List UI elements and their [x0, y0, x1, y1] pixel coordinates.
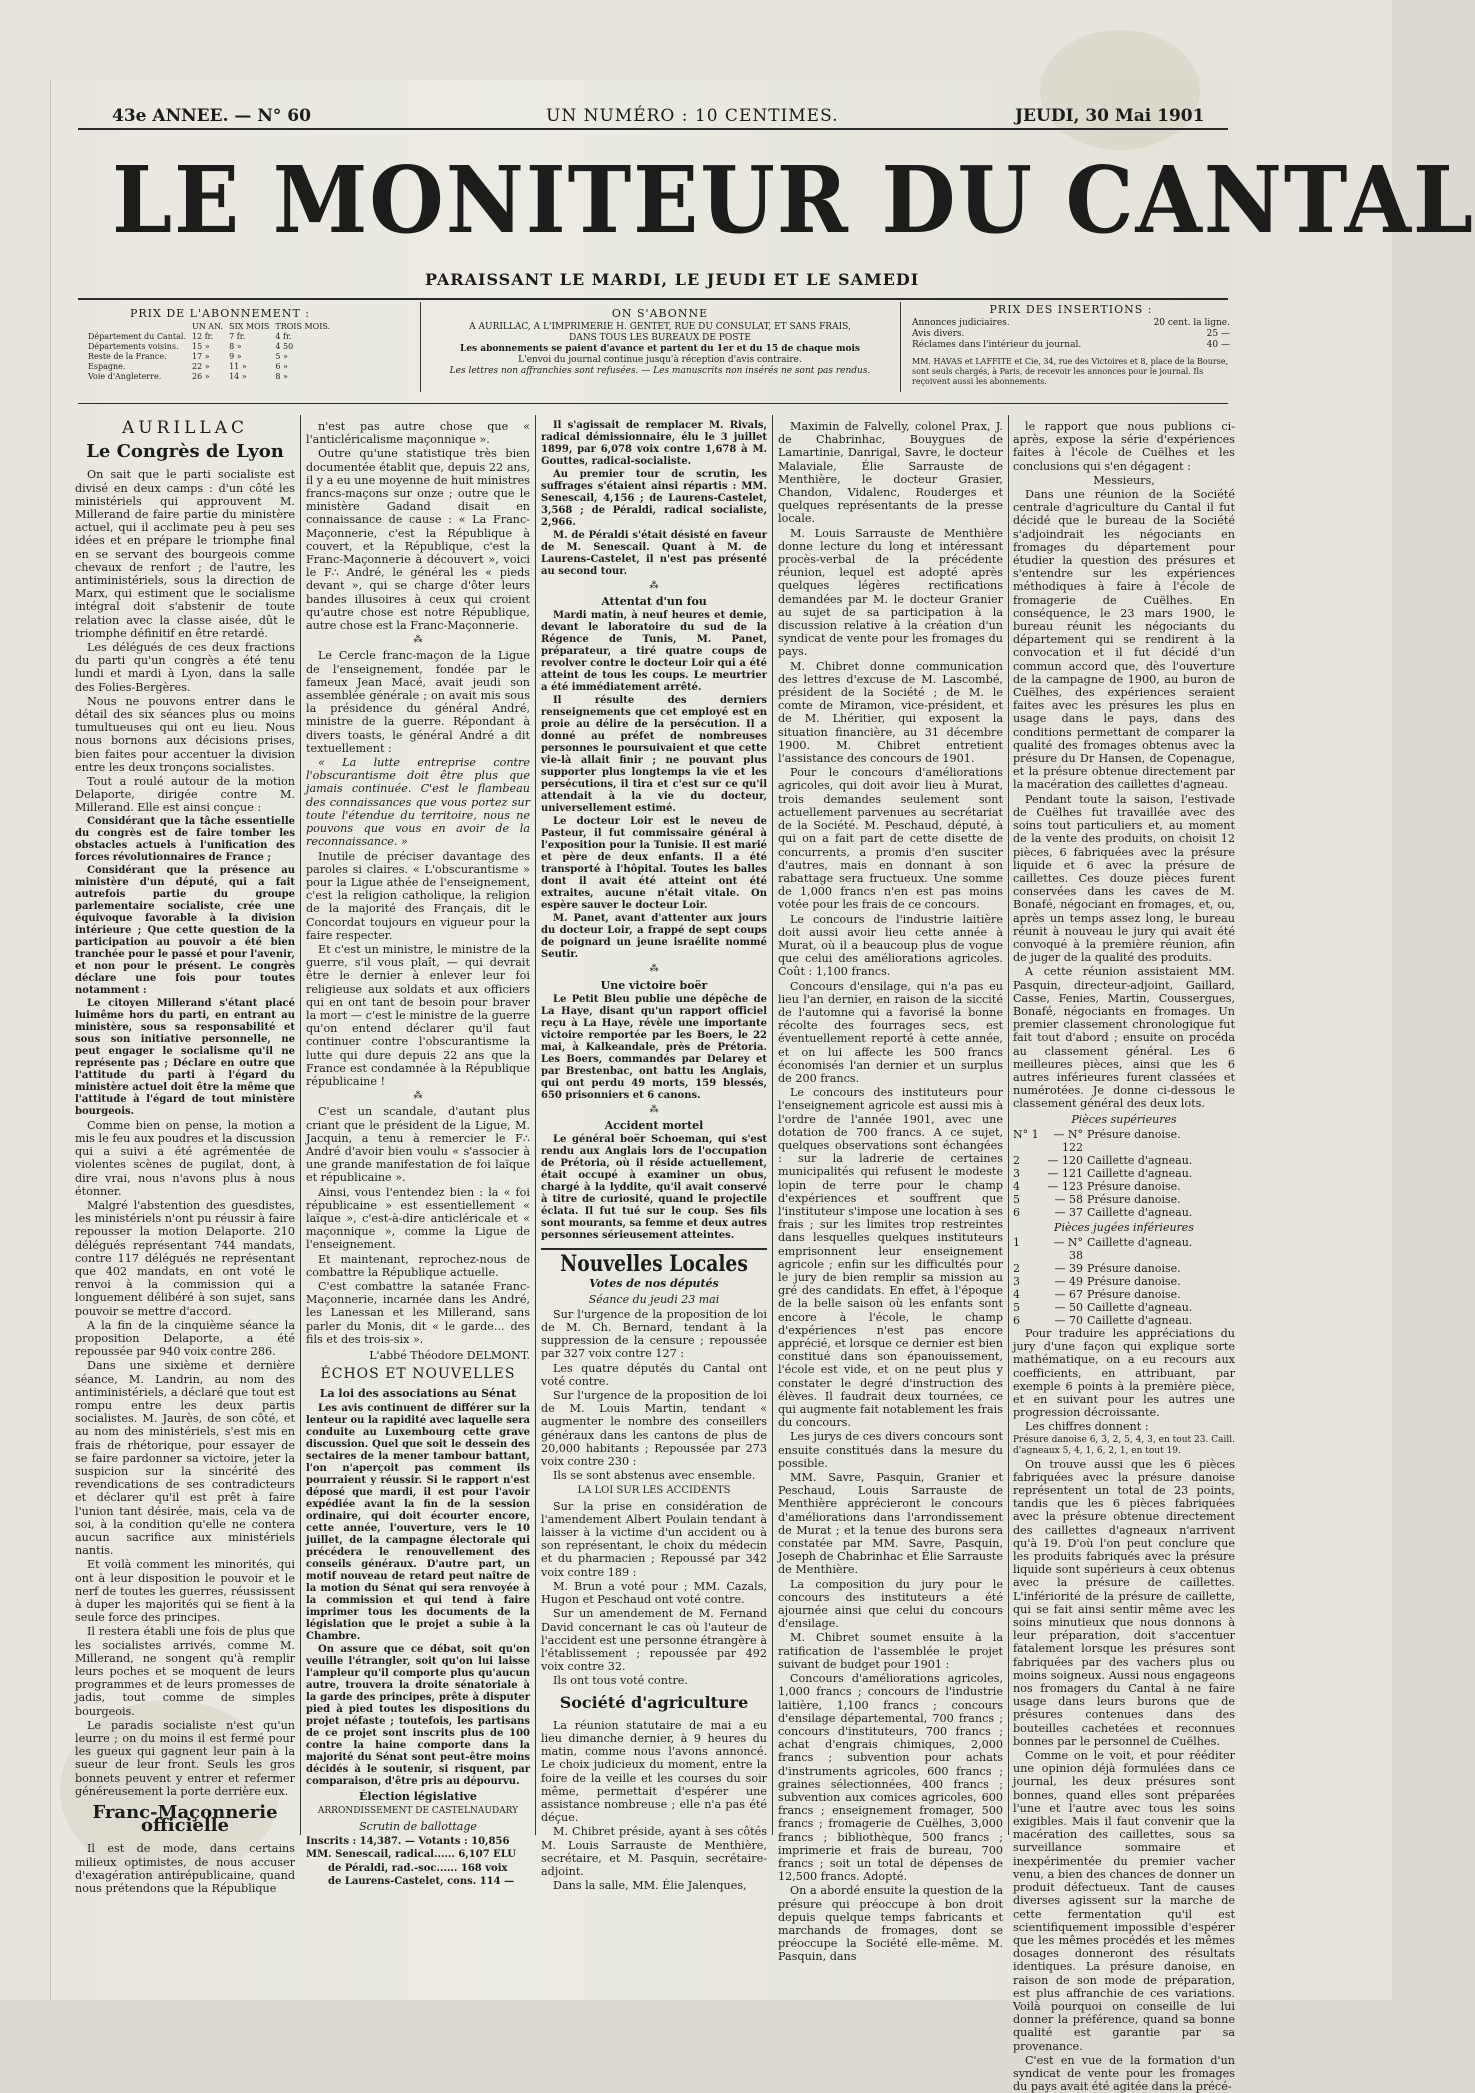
article-subhead: Une victoire boër — [600, 978, 708, 992]
section-heading: ÉCHOS ET NOUVELLES — [320, 1366, 516, 1383]
list-item: 4 — 67 Présure danoise. — [1013, 1287, 1181, 1301]
column-rule — [535, 415, 536, 1835]
table-row: Voie d'Angleterre. 26 » 14 » 8 » — [88, 372, 288, 381]
table-row: Département du Cantal. 12 fr. 7 fr. 4 fr. — [88, 332, 292, 341]
col-header: SIX MOIS — [229, 322, 270, 331]
box-divider — [420, 302, 421, 392]
header-rule — [78, 403, 1228, 404]
insertion-prices — [912, 304, 1230, 387]
list-item: 6 — 37 Caillette d'agneau. — [1013, 1205, 1193, 1219]
masthead-rule-top — [78, 128, 1228, 130]
subscription-prices — [85, 308, 355, 382]
list-item: 5 — 50 Caillette d'agneau. — [1013, 1300, 1193, 1314]
article-subhead: Accident mortel — [604, 1119, 704, 1133]
subscription-table — [85, 322, 333, 382]
table-row: Départements voisins. 15 » 8 » 4 50 — [88, 342, 294, 351]
column-2: n'est pas autre chose que « l'anticléricalisme maçonnique ». Outre qu'une statistique très bien documentée établit que, depuis 22 ans, il y a eu une moyenne de huit ministres francs-maçons sur onze ; outre que le ministère Gadand disait en connaissance de cause : « La Franc-Maçonnerie, c'est la République à couvert, et la République, c'est la Franc-Maçonnerie à découvert », voici le F∴ André, le général les « pieds devant », qui se charge d'ôter leurs bandes illusoires à ceux qui croient qu'autre chose est notre République, autre chose est la Franc-Maçonnerie. ⁂ Le Cercle franc-maçon de la Ligue de l'enseignement, fondée par le fameux Jean Macé, avait jeudi son assemblée générale ; on avait mis sous la présidence du général André, ministre de la guerre. Répondant à divers toasts, le général André a dit textuellement : « La lutte entreprise contre l'obscurantisme doit être plus que jamais continuée. C'est le flambeau des connaissances que vous portez sur toute l'étendue du territoire, nous ne pouvons que vous en avoir de la reconnaissance. » Inutile de préciser davantage des paroles si claires. « L'obscurantisme » pour la Ligue athée de l'enseignement, c'est la religion catholique, la religion de la majorité des Français, dit le Concordat toujours en vigueur pour la faire respecter. Et c'est un ministre, le ministre de la guerre, s'il vous plaît, — qui devrait être le dernier à enlever leur foi religieuse aux soldats et aux officiers qui en ont tant de besoin pour braver la mort — c'est le ministre de la guerre qu'on entend déclarer qu'il faut continuer contre l'obscurantisme la lutte qui dure depuis 22 ans que la France est condamnée à la République républicaine ! ⁂ C'est un scandale, d'autant plus criant que le président de la Ligue, M. Jacquin, a tenu à remercier le F∴ André d'avoir bien voulu « s'associer à une grande manifestation de foi laïque et républicaine ». Ainsi, vous l'entendez bien : la « foi républicaine » est essentiellement « laïque », c'est-à-dire anticléricale et « maçonnique », comme la Ligue de l'enseignement. Et maintenant, reprochez-nous de combattre la République actuelle. C'est combattre la satanée Franc-Maçonnerie, incarnée dans les André, les Lanessan et les Millerand, sans parler du Monis, dit « le garde... des fils et des trois-six ». L'abbé Théodore DELMONT. ÉCHOS ET NOUVELLES La loi des associations au Sénat Les avis continuent de différer sur la lenteur ou la rapidité avec laquelle sera conduite au Luxembourg cette grave discussion. Quel que soit le dessein des sectaires de la mener tambour battant, l'on n'aperçoit pas comment ils pourraient y réussir. Si le rapport n'est déposé que mardi, il est pour l'avoir expédiée avant la fin de la session ordinaire, qui doit écourter encore, cette année, l'ouverture, vers le 10 juillet, de la campagne électorale qui précédera le renouvellement des conseils généraux. D'autre part, un motif nouveau de retard peut naître de la motion du Sénat qui sera renvoyée à la commission et qui tend à faire imprimer tous les documents de la législation que le projet a subie à la Chambre. On assure que ce débat, soit qu'on veuille l'étrangler, soit qu'on lui laisse l'ampleur qu'il comporte plus qu'aucun autre, trouvera la droite sénatoriale à la garde des principes, prête à disputer pied à pied toutes les dispositions du projet néfaste ; toutefois, les partisans de ce projet sont inscrits plus de 100 contre la haine comporte dans la majorité du Sénat sont peut-être moins décidés à le soutenir, si risquent, par comparaison, d'être pris au dépourvu. Élection législative ARRONDISSEMENT DE CASTELNAUDARY Scrutin de ballottage Inscrits : 14,387. — Votants : 10,856 MM. Senescail, radical...... 6,107 ELU de Péraldi, rad.-soc...... 168 voix de Laurens-Castelet, cons. 114 — — [306, 420, 530, 1887]
issue-date: JEUDI, 30 Mai 1901 — [1015, 106, 1205, 126]
subscription-heading: PRIX DE L'ABONNEMENT : — [129, 307, 311, 320]
section-heading: AURILLAC — [122, 418, 248, 438]
list-item: Avis divers. 25 — — [912, 329, 1230, 339]
col-header: TROIS MOIS. — [275, 322, 331, 331]
article-headline: Nouvelles Locales — [560, 1251, 748, 1278]
list-item: 6 — 70 Caillette d'agneau. — [1013, 1313, 1193, 1327]
article-headline: Franc-Maçonnerie officielle — [92, 1802, 278, 1837]
col-header: UN AN. — [192, 322, 224, 331]
article-headline: Le Congrès de Lyon — [86, 441, 284, 463]
list-item: 5 — 58 Présure danoise. — [1013, 1192, 1181, 1206]
column-3: Il s'agissait de remplacer M. Rivals, radical démissionnaire, élu le 3 juillet 1899, par 6,078 voix contre 1,678 à M. Gouttes, radical-socialiste. Au premier tour de scrutin, les suffrages s'étaient ainsi répartis : MM. Senescail, 4,156 ; de Laurens-Castelet, 3,568 ; de Péraldi, radical socialiste, 2,966. M. de Péraldi s'était désisté en faveur de M. Senescail. Quant à M. de Laurens-Castelet, il n'est pas présenté au second tour. ⁂ Attentat d'un fou Mardi matin, à neuf heures et demie, devant le laboratoire du sud de la Régence de Tunis, M. Panet, préparateur, a tiré quatre coups de revolver contre le docteur Loir qui a été atteint de tous les coups. Le meurtrier a été immédiatement arrêté. Il résulte des derniers renseignements que cet employé est en proie au délire de la persécution. Il a donné au préfet de nombreuses personnes le poursuivaient et que cette vie-là allait finir ; ne pouvant plus supporter plus longtemps la vie et les persécutions, il tira et c'est sur ce qu'il attendait à la vie du docteur, universellement estimé. Le docteur Loir est le neveu de Pasteur, il fut commissaire général à l'exposition pour la Tunisie. Il est marié et père de deux enfants. Il a été transporté à l'hôpital. Toutes les balles dont il avait été atteint ont été extraites, aucune n'était vitale. On espère sauver le docteur Loir. M. Panet, avant d'attenter aux jours du docteur Loir, a frappé de sept coups de poignard un jeune israélite nommé Seutir. ⁂ Une victoire boër Le Petit Bleu publie une dépêche de La Haye, disant qu'un rapport officiel reçu à La Haye, révèle une importante victoire remportée par les Boers, le 22 mai, à Kalkeandale, près de Prétoria. Les Boers, commandés par Delarey et par Brestenbac, ont battu les Anglais, qui ont perdu 49 morts, 159 blessés, 650 prisonniers et 6 canons. ⁂ Accident mortel Le général boër Schoeman, qui s'est rendu aux Anglais lors de l'occupation de Prétoria, où il réside actuellement, était occupé à examiner un obus, chargé à la lyddite, qu'il avait conservé à titre de curiosité, quand le projectile éclata. Il fut tué sur le coup. Ses fils sont mourants, sa femme et deux autres personnes sérieusement atteintes. Nouvelles Locales Votes de nos députés Séance du jeudi 23 mai Sur l'urgence de la proposition de loi de M. Ch. Bernard, tendant à la suppression de la censure ; repoussée par 327 voix contre 127 : Les quatre députés du Cantal ont voté contre. Sur l'urgence de la proposition de loi de M. Louis Martin, tendant « augmenter le nombre des conseillers généraux dans les cantons de plus de 20,000 habitants ; Repoussée par 273 voix contre 230 : Ils se sont abstenus avec ensemble. LA LOI SUR LES ACCIDENTS Sur la prise en considération de l'amendement Albert Poulain tendant à laisser à la victime d'un accident ou à son représentant, le choix du médecin et du pharmacien ; Repoussé par 342 voix contre 189 : M. Brun a voté pour ; MM. Cazals, Hugon et Peschaud ont voté contre. Sur un amendement de M. Fernand David concernant le cas où l'auteur de l'accident est une personne étrangère à l'établissement ; repoussée par 492 voix contre 32. Ils ont tous voté contre. Société d'agriculture La réunion statutaire de mai a eu lieu dimanche dernier, à 9 heures du matin, comme nous l'avons annoncé. Le choix judicieux du moment, entre la foire de la veille et les courses du soir même, permettait d'espérer une assistance nombreuse ; elle n'a pas été déçue. M. Chibret préside, ayant à ses côtés M. Louis Sarrauste de Menthière, secrétaire, et M. Pasquin, secrétaire-adjoint. Dans la salle, MM. Élie Jalenques, — [541, 420, 767, 1893]
price: UN NUMÉRO : 10 CENTIMES. — [546, 106, 839, 126]
newspaper-subtitle: PARAISSANT LE MARDI, LE JEUDI ET LE SAMEDI — [425, 270, 920, 289]
year-issue: 43e ANNEE. — N° 60 — [112, 106, 311, 126]
insertions-heading: PRIX DES INSERTIONS : — [989, 303, 1153, 316]
author-signature: L'abbé Théodore DELMONT. — [369, 1349, 530, 1363]
list-item: 1 — N° 38 Caillette d'agneau. — [1013, 1235, 1193, 1262]
list-item: 3 — 121 Caillette d'agneau. — [1013, 1166, 1193, 1180]
column-rule — [1008, 415, 1009, 1835]
column-rule — [300, 415, 301, 1835]
table-row: Espagne. 22 » 11 » 6 » — [88, 362, 288, 371]
column-1: AURILLAC Le Congrès de Lyon On sait que le parti socialiste est divisé en deux camps : d'un côté les ministériels qui approuvent M. Millerand de faire partie du ministère actuel, qui il acclimate peu à peu ses idées et en prépare le triomphe final en se servant des bourgeois comme chevaux de renfort ; de l'autre, les antiministériels, sous la direction de Marx, qui estiment que le socialisme intégral doit s'abstenir de toute relation avec la classe aisée, dût le triomphe définitif en être retardé. Les délégués de ces deux fractions du parti qu'un congrès a été tenu lundi et mardi à Lyon, dans la salle des Folies-Bergères. Nous ne pouvons entrer dans le détail des six séances plus ou moins tumultueuses qui ont eu lieu. Nous nous bornons aux décisions prises, bien faites pour accentuer la division entre les deux tronçons socialistes. Tout a roulé autour de la motion Delaporte, dirigée contre M. Millerand. Elle est ainsi conçue : Considérant que la tâche essentielle du congrès est de faire tomber les obstacles actuels à l'unification des forces révolutionnaires de France ; Considérant que la présence au ministère d'un député, qui a fait autrefois partie du groupe parlementaire socialiste, crée une équivoque favorable à la division intérieure ; Que cette question de la participation au pouvoir a été bien tranchée pour le passé et pour l'avenir, et non pour le présent. Le congrès déclare une fois pour toutes notamment : Le citoyen Millerand s'étant placé luimême hors du parti, en entrant au ministère, sous sa responsabilité et sous son initiative personnelle, ne peut engager le socialisme qu'il ne représente pas ; Déclare en outre que l'attitude du parti à l'égard du ministère actuel doit être la même que l'attitude à l'égard de tout ministère bourgeois. Comme bien on pense, la motion a mis le feu aux poudres et la discussion qui a suivi a été agrémentée de violentes scènes de pugilat, dont, à dire vrai, nous n'avons plus à nous étonner. Malgré l'abstention des guesdistes, les ministériels n'ont pu réussir à faire repousser la motion Delaporte. 210 délégués représentant 744 mandats, contre 117 délégués ne représentant que 402 mandats, en ont voté le renvoi à la commission qui a longuement délibéré à son sujet, sans pouvoir se mettre d'accord. A la fin de la cinquième séance la proposition Delaporte, a été repoussée par 940 voix contre 286. Dans une sixième et dernière séance, M. Landrin, au nom des antiministériels, a déclaré que tout est rompu entre les deux partis socialistes. M. Jaurès, de son côté, et au nom des ministériels, s'est mis en frais de rhétorique, pour essayer de se faire pardonner sa victoire, jeter la suspicion sur la sincérité des revendications de ses contradicteurs et déclarer qu'il est prêt à faire l'union tant désirée, mais, cela va de soi, à la condition qu'elle ne contera aucun sacrifice aux ministériels nantis. Et voilà comment les minorités, qui ont à leur disposition le pouvoir et le nerf de toutes les guerres, réussissent à duper les majorités qui se fient à la seule force des principes. Il restera établi une fois de plus que les socialistes arrivés, comme M. Millerand, ne songent qu'à remplir leurs poches et se moquent de leurs programmes et de leurs promesses de jadis, tout comme de simples bourgeois. Le paradis socialiste n'est qu'un leurre ; on du moins il est fermé pour les gueux qui gagnent leur pain à la sueur de leur front. Seuls les gros bonnets peuvent y entrer et refermer généreusement la porte derrière eux. Franc-Maçonnerie officielle Il est de mode, dans certains milieux optimistes, de nous accuser d'exagération antirépublicaine, quand nous prétendons que la République — [75, 418, 295, 1896]
list-item: 2 — 120 Caillette d'agneau. — [1013, 1153, 1193, 1167]
table-row: Reste de la France. 17 » 9 » 5 » — [88, 352, 288, 361]
column-rule — [772, 415, 773, 1835]
list-item: 4 — 123 Présure danoise. — [1013, 1179, 1181, 1193]
masthead-rule-bottom — [78, 298, 1228, 300]
list-item: N° 1 — N° 122 Présure danoise. — [1013, 1127, 1181, 1154]
article-subhead: La loi des associations au Sénat — [319, 1387, 517, 1401]
article-subhead: Votes de nos députés — [589, 1277, 719, 1291]
list-item: 2 — 39 Présure danoise. — [1013, 1261, 1181, 1275]
column-5: le rapport que nous publions ci-après, expose la série d'expériences faites à l'école de Cuëlhes et les conclusions qui s'en dégagent : Messieurs, Dans une réunion de la Société centrale d'agriculture du Cantal il fut décidé que le bureau de la Société s'adjoindrait les négociants en fromages du département pour étudier la question des présures et s'entendre sur les expériences méthodiques à faire à l'école de fromagerie de Cuëlhes. En conséquence, le 23 mars 1900, le bureau réunit les négociants du département qui se rendirent à la convocation et il fut décidé d'un commun accord que, dès l'ouverture de la campagne de 1900, au buron de Cuëlhes, des expériences seraient faites avec les présures les plus en usage dans le pays, dans des conditions permettant de comparer la qualité des fromages obtenus avec la présure du Dr Hansen, de Copenague, et la présure obtenue directement par la macération des caillettes d'agneau. Pendant toute la saison, l'estivade de Cuëlhes fut travaillée avec des soins tout particuliers et, au moment de la vente des produits, on choisit 12 pièces, 6 fabriquées avec la présure liquide et 6 avec la présure de caillettes. Ces douze pièces furent conservées dans les caves de M. Bonafé, négociant en fromages, et, ou, après un temps assez long, le bureau réunit à nouveau le jury qui avait été convoqué à la première réunion, afin de juger de la qualité des produits. A cette réunion assistaient MM. Pasquin, directeur-adjoint, Gaillard, Casse, Fenies, Martin, Coussergues, Bonafé, négociants en fromages. Un premier classement chronologique fut fait tout d'abord ; ensuite on procéda au classement général. Les 6 meilleures pièces, ainsi que les 6 autres inférieures furent classées et numérotées. Je donne ci-dessous le classement général des deux lots. Pièces supérieures N° 1 — N° 122 Présure danoise. 2 — 120 Caillette d'agneau. 3 — 121 Caillette d'agneau. 4 — 123 Présure danoise. 5 — 58 Présure danoise. 6 — 37 Caillette d'agneau. Pièces jugées inférieures 1 — N° 38 Caillette d'agneau. 2 — 39 Présure danoise. 3 — 49 Présure danoise. 4 — 67 Présure danoise. 5 — 50 Caillette d'agneau. 6 — 70 Caillette d'agneau. Pour traduire les appréciations du jury d'une façon qui explique sorte mathématique, on a eu recours aux coefficients, en attribuant, par exemple 6 points à la première pièce, et en suivant pour les autres une progression décroissante. Les chiffres donnent : Présure danoise 6, 3, 2, 5, 4, 3, en tout 23. Caill. d'agneaux 5, 4, 1, 6, 2, 1, en tout 19. On trouve aussi que les 6 pièces fabriquées avec la présure danoise représentent un total de 23 points, tandis que les 6 pièces fabriquées avec la présure obtenue directement des caillettes d'agneaux n'arrivent qu'à 19. D'où l'on peut conclure que les produits fabriqués avec la présure liquide sont supérieurs à ceux obtenus avec la présure de caillettes. L'infériorité de la présure de caillette, qui se fait ainsi sentir même avec les soins minutieux que nous donnons à leur préparation, doit s'accentuer fatalement lorsque les présures sont fabriquées par des vachers plus ou moins soigneux. Aussi nous engageons nos fromagers du Cantal à ne faire usage dans leurs burons que de présures contenues dans des bouteilles cachetées et reconnues bonnes par le personnel de Cuëlhes. Comme on le voit, et pour rééditer une opinion déjà formulées dans ce journal, les deux présures sont bonnes, quand elles sont préparées l'une et l'autre avec tous les soins exigibles. Mais il faut convenir que la macération des caillettes, sous sa surveillance sommaire et inexpérimentée du premier vacher venu, a bien des chances de donner un produit défectueux. Tant de causes diverses agissent sur la marche de cette fermentation qu'il est scientifiquement impossible d'espérer que les mêmes procédés et les mêmes dosages donneront des résultats identiques. La présure danoise, en raison de son mode de préparation, est plus affranchie de ces variations. Voilà pourquoi on conseille de lui donner la préférence, quand sa bonne qualité est garantie par sa provenance. C'est en vue de la formation d'un syndicat de vente pour les fromages du pays avait été agitée dans la précé- — [1013, 420, 1235, 2093]
list-heading: Pièces supérieures — [1071, 1112, 1177, 1126]
on-sabonne-heading: ON S'ABONNE — [611, 307, 709, 320]
subscription-info: ON S'ABONNE A AURILLAC, A L'IMPRIMERIE H. GENTET, RUE DU CONSULAT, ET SANS FRAIS, DANS TOUS LES BUREAUX DE POSTE Les abonnements se paient d'avance et partent du 1er et du 15 de chaque mois L'envoi du journal continue jusqu'à réception d'avis contraire. Les lettres non affranchies sont refusées. — Les manuscrits non insérés ne sont pas rendus. — [425, 308, 895, 377]
list-item: 3 — 49 Présure danoise. — [1013, 1274, 1181, 1288]
box-divider — [900, 302, 901, 392]
list-item: Annonces judiciaires. 20 cent. la ligne. — [912, 318, 1230, 328]
article-subhead: LA LOI SUR LES ACCIDENTS — [577, 1485, 731, 1497]
list-item: Réclames dans l'intérieur du journal. 40 — — [912, 340, 1230, 350]
agents-note: MM. HAVAS et LAFFITE et Cie, 34, rue des Victoires et 8, place de la Bourse, sont seuls chargés, à Paris, de recevoir les annonces pour le journal. Ils reçoivent aussi les abonnements. — [912, 357, 1229, 386]
newspaper-title: LE MONITEUR DU CANTAL — [112, 146, 1475, 254]
article-subhead: Attentat d'un fou — [601, 595, 707, 609]
article-headline: Société d'agriculture — [559, 1692, 749, 1712]
list-heading: Pièces jugées inférieures — [1054, 1220, 1194, 1234]
column-4: Maximin de Falvelly, colonel Prax, J. de Chabrinhac, Bouygues de Lamartinie, Danrigal, Savre, le docteur Malaviale, Élie Sarrauste de Menthière, le docteur Grasier, Chandon, Vidalenc, Rouderges et quelques représentants de la presse locale. M. Louis Sarrauste de Menthière donne lecture du long et intéressant procès-verbal de la précédente réunion, lequel est adopté après quelques légères rectifications demandées par M. le docteur Granier au sujet de sa participation à la discussion relative à la création d'un syndicat de vente pour les fromages du pays. M. Chibret donne communication des lettres d'excuse de M. Lascombé, président de la Société ; de M. le comte de Miramon, vice-président, et de M. Lhéritier, qui exposent la situation financière, au 31 décembre 1900. M. Chibret entretient l'assistance des concours de 1901. Pour le concours d'améliorations agricoles, qui doit avoir lieu à Murat, trois demandes seulement sont actuellement parvenues au secrétariat de la Société. M. Peschaud, député, à qui on a fait part de cette disette de concurrents, a promis d'en susciter d'autres, mais en donnant à son rabattage sera fructueux. Une somme de 1,000 francs n'en est pas moins votée pour les frais de ce concours. Le concours de l'industrie laitière doit aussi avoir lieu cette année à Murat, où il a beaucoup plus de vogue que celui des améliorations agricoles. Coût : 1,100 francs. Concours d'ensilage, qui n'a pas eu lieu l'an dernier, en raison de la siccité de l'automne qui a favorisé la bonne récolte des fourrages secs, est éventuellement reporté à cette année, et on lui affecte les 500 francs économisés l'an dernier et un surplus de 200 francs. Le concours des instituteurs pour l'enseignement agricole est aussi mis à l'ordre de l'année 1901, avec une dotation de 700 francs. A ce sujet, quelques observations sont échangées : sur la ladrerie de certaines municipalités qui refusent le modeste lopin de terre pour le champ d'expériences et souffrent que l'instituteur s'impose une location à ses frais ; sur les limites trop restreintes dans lesquelles quelques instituteurs emprisonnent leur enseignement agricole ; enfin sur les difficultés pour le jury de bien remplir sa mission au gré des candidats. En effet, à l'époque de la belle saison où les enfants sont encore à l'école, le champ d'expériences n'est pas encore apprécié, et lorsque ce dernier est bien constitué dans son épanouissement, l'école est vide, et on ne peut plus y constater le degré d'instruction des élèves. Il faudrait deux tournées, ce qui augmente fait notablement les frais du concours. Les jurys de ces divers concours sont ensuite constitués dans la mesure du possible. MM. Savre, Pasquin, Granier et Peschaud, Louis Sarrauste de Menthière apprécieront le concours d'améliorations dans l'arrondissement de Murat ; et la tenue des burons sera constatée par MM. Savre, Pasquin, Joseph de Chabrinhac et Élie Sarrauste de Menthière. La composition du jury pour le concours des instituteurs a été ajournée ainsi que celui du concours d'ensilage. M. Chibret soumet ensuite à la ratification de l'assemblée le projet suivant de budget pour 1901 : Concours d'améliorations agricoles, 1,000 francs ; concours de l'industrie laitière, 1,100 francs ; concours d'ensilage départemental, 700 francs ; concours d'instituteurs, 700 francs ; achat d'engrais chimiques, 2,000 francs ; subvention pour achats d'instruments agricoles, 600 francs ; graines sélectionnées, 400 francs ; subvention aux comices agricoles, 600 francs ; enseignement fromager, 500 francs ; fromagerie de Cuëlhes, 3,000 francs ; bibliothèque, 500 francs ; imprimerie et frais de bureau, 700 francs ; soit un total de dépenses de 12,500 francs. Adopté. On a abordé ensuite la question de la présure qui préoccupe à bon droit depuis quelque temps fabricants et marchands de fromages, dont se préoccupe la Société elle-même. M. Pasquin, dans — [778, 420, 1003, 1964]
